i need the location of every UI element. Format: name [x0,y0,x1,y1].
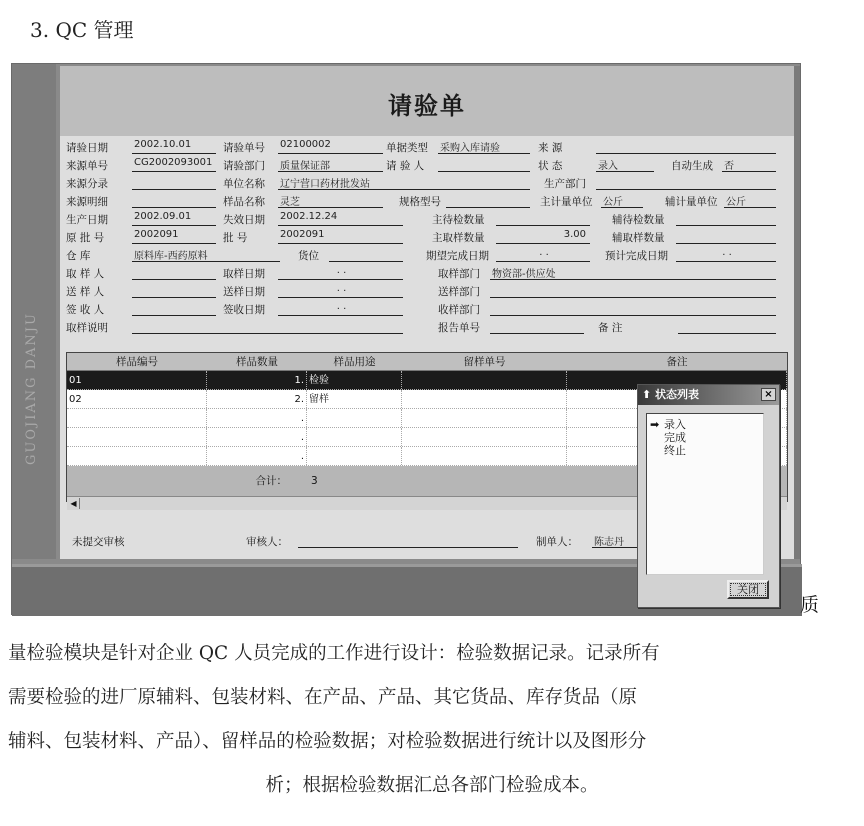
reviewer-field[interactable] [298,533,518,548]
field-label: 备 注 [598,322,623,334]
field-label: 预计完成日期 [605,250,668,262]
field-label: 单据类型 [386,142,428,154]
status-list-item[interactable] [650,431,760,444]
popup-title-bar[interactable] [638,385,779,405]
field-label: 失效日期 [223,214,265,226]
total-value: 3 [311,475,318,487]
field-label: 来源明细 [66,196,108,208]
total-label: 合计： [255,475,287,487]
field-label: 主待检数量 [432,214,485,226]
column-header[interactable]: 样品编号 [116,356,158,368]
production-date-field[interactable]: 2002.09.01 [132,211,216,226]
form-row [66,174,788,191]
field-label: 来源单号 [66,160,108,172]
sample-qty-cell[interactable]: . [207,428,307,446]
paragraph-line: 需要检验的进厂原辅料、包装材料、在产品、产品、其它货品、库存货品（原 [8,687,638,708]
sampling-notes-field[interactable] [132,319,403,334]
send-department-field[interactable] [490,283,776,298]
status-list-popup [637,384,780,608]
status-list [646,413,764,575]
form-row [66,228,788,245]
field-label: 批 号 [223,232,248,244]
primary-sample-qty-field[interactable]: 3.00 [496,229,590,244]
field-label: 取 样 人 [66,268,105,280]
remarks-field[interactable] [678,319,776,334]
receive-date-field[interactable]: . . [278,301,403,316]
auto-generated-field[interactable]: 否 [722,157,776,172]
sample-use-cell[interactable] [307,447,402,465]
field-label: 取样部门 [438,268,480,280]
paragraph-line: 量检验模块是针对企业 QC 人员完成的工作进行设计：检验数据记录。记录所有 [8,643,660,664]
column-header[interactable]: 样品数量 [236,356,278,368]
requester-field[interactable] [438,157,530,172]
form-row [66,246,788,263]
request-department-field[interactable]: 质量保证部 [278,157,383,172]
field-label: 来源分录 [66,178,108,190]
status-list-item[interactable] [650,444,760,457]
review-status: 未提交审核 [72,536,125,548]
sender-field[interactable] [132,283,216,298]
receiver-field[interactable] [132,301,216,316]
column-header[interactable]: 样品用途 [333,356,376,368]
popup-app-icon: ⬆ [642,388,656,401]
sampling-department-field[interactable]: 物资部-供应处 [490,265,776,280]
request-number-field[interactable]: 02100002 [278,139,383,154]
field-label: 取样日期 [223,268,265,280]
field-label: 生产日期 [66,214,108,226]
field-label: 请验日期 [66,142,108,154]
field-label: 收样部门 [438,304,480,316]
field-label: 主计量单位 [540,196,593,208]
field-label: 辅待检数量 [612,214,665,226]
status-item-label: 终止 [664,444,686,457]
field-label: 自动生成 [671,160,713,172]
field-label: 签 收 人 [66,304,105,316]
secondary-sample-qty-field[interactable] [676,229,776,244]
column-header[interactable]: 备注 [666,356,688,368]
expected-finish-date-field[interactable]: . . [496,247,590,262]
field-label: 辅取样数量 [612,232,665,244]
form-row [66,282,788,299]
sample-id-cell[interactable]: 02 [67,390,207,408]
production-department-field[interactable] [596,175,776,190]
field-label: 报告单号 [438,322,480,334]
sample-qty-cell[interactable]: 2. [207,390,307,408]
field-label: 请验部门 [223,160,265,172]
primary-pending-qty-field[interactable] [496,211,590,226]
status-list-item[interactable] [650,418,760,431]
sample-name-field[interactable]: 灵芝 [278,193,383,208]
sampler-field[interactable] [132,265,216,280]
sample-qty-cell[interactable]: . [207,409,307,427]
estimated-finish-date-field[interactable]: . . [676,247,776,262]
retain-number-cell[interactable] [402,428,567,446]
reviewer-label: 审核人： [246,536,288,548]
creator-label: 制单人： [536,536,578,548]
field-label: 规格型号 [399,196,441,208]
description-paragraph [8,632,856,808]
sample-use-cell[interactable] [307,428,402,446]
send-date-field[interactable]: . . [278,283,403,298]
form-title: 请验单 [388,92,466,120]
arrow-right-icon: ➡ [650,418,660,431]
form-row [66,318,788,335]
field-label: 来 源 [538,142,563,154]
creator-field[interactable]: 陈志丹 [592,533,672,548]
field-label: 货位 [298,250,319,262]
sample-id-cell[interactable]: 01 [67,371,207,389]
report-number-field[interactable] [490,319,584,334]
retain-number-cell[interactable] [402,390,567,408]
sampling-date-field[interactable]: . . [278,265,403,280]
field-label: 送 样 人 [66,286,105,298]
side-strip [12,64,56,559]
field-label: 仓 库 [66,250,91,262]
source-entry-field[interactable] [132,175,216,190]
section-heading: 3. QC 管理 [30,18,134,42]
sample-id-cell[interactable] [67,447,207,465]
paragraph-lead-char: 质 [800,594,820,616]
batch-number-field[interactable]: 2002091 [278,229,403,244]
form-row [66,192,788,209]
inspection-date-field[interactable]: 2002.10.01 [132,139,216,154]
field-label: 签收日期 [223,304,265,316]
popup-title: 状态列表 [655,388,700,401]
sample-qty-cell[interactable]: 1. [207,371,307,389]
expiry-date-field[interactable]: 2002.12.24 [278,211,403,226]
paragraph-line: 辅料、包装材料、产品）、留样品的检验数据；对检验数据进行统计以及图形分 [8,731,647,752]
document-type-field[interactable]: 采购入库请验 [438,139,530,154]
source-field[interactable] [596,139,776,154]
source-detail-field[interactable] [132,193,216,208]
sample-use-cell[interactable]: 留样 [307,390,402,408]
form-row [66,264,788,281]
field-label: 请 验 人 [386,160,425,172]
form-row [66,210,788,227]
close-button[interactable]: 关闭 [727,580,769,599]
column-header[interactable]: 留样单号 [463,356,506,368]
unit-name-field[interactable]: 辽宁营口药材批发站 [278,175,530,190]
location-field[interactable] [329,247,403,262]
retain-number-cell[interactable] [402,371,567,389]
sample-use-cell[interactable]: 检验 [307,371,402,389]
field-label: 单位名称 [223,178,265,190]
form-row [66,138,788,155]
receive-department-field[interactable] [490,301,776,316]
secondary-pending-qty-field[interactable] [676,211,776,226]
retain-number-cell[interactable] [402,409,567,427]
retain-number-cell[interactable] [402,447,567,465]
status-item-label: 录入 [664,418,686,431]
sample-qty-cell[interactable]: . [207,447,307,465]
sample-id-cell[interactable] [67,428,207,446]
sample-use-cell[interactable] [307,409,402,427]
field-label: 辅计量单位 [665,196,718,208]
form-title-bar [60,66,794,136]
paragraph-line: 析；根据检验数据汇总各部门检验成本。 [265,775,599,796]
field-label: 样品名称 [223,196,265,208]
field-label: 送样日期 [223,286,265,298]
primary-unit-field[interactable]: 公斤 [601,193,643,208]
field-label: 送样部门 [438,286,480,298]
form-row [66,156,788,173]
field-label: 生产部门 [544,178,586,190]
original-batch-field[interactable]: 2002091 [132,229,216,244]
source-number-field[interactable]: CG2002093001 [132,157,216,172]
field-label: 原 批 号 [66,232,105,244]
field-label: 取样说明 [66,322,108,334]
scroll-left-arrow-icon[interactable]: ◀ [68,498,80,509]
close-icon[interactable]: × [761,388,776,401]
sample-id-cell[interactable] [67,409,207,427]
status-item-label: 完成 [664,431,686,444]
field-label: 期望完成日期 [426,250,489,262]
field-label: 主取样数量 [432,232,485,244]
spec-model-field[interactable] [446,193,530,208]
secondary-unit-field[interactable]: 公斤 [724,193,776,208]
warehouse-field[interactable]: 原料库-西药原料 [132,247,280,262]
form-row [66,300,788,317]
field-label: 请验单号 [223,142,265,154]
side-watermark: GUOJIANG DANJU [24,312,39,466]
field-label: 状 态 [538,160,563,172]
grid-header [67,353,787,371]
status-field[interactable]: 录入 [596,157,654,172]
